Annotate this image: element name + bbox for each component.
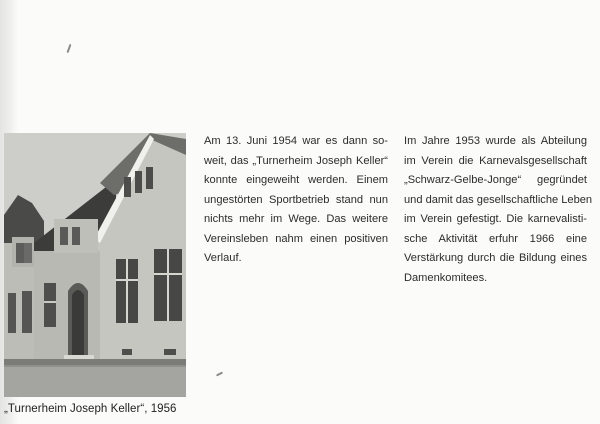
photo-path: [4, 367, 186, 397]
text-line: weit, das „Turnerheim Joseph Keller“: [204, 154, 388, 167]
entrance-door: [72, 290, 84, 363]
text-line: konnte eingeweiht werden. Einem: [204, 174, 388, 186]
text-line: im Verein die Karnevalsgesellschaft: [404, 154, 587, 167]
building-window: [124, 177, 131, 197]
building-window: [44, 301, 56, 303]
text-line: Damenkomitees.: [404, 271, 488, 284]
building-window: [72, 227, 80, 245]
building-window: [44, 283, 56, 327]
building-window: [135, 171, 142, 193]
building-window: [24, 243, 32, 263]
text-line: nichts mehr im Wege. Das weitere: [204, 213, 388, 225]
scan-speck: [67, 44, 72, 53]
text-column-left: [204, 132, 388, 269]
building-window: [16, 243, 24, 263]
window-frame: [126, 259, 128, 323]
building-window: [22, 291, 32, 333]
building-window: [146, 167, 153, 189]
text-line: Am 13. Juni 1954 war es dann so-: [204, 135, 388, 147]
building-plinth: [4, 359, 186, 365]
text-column-right: [404, 132, 593, 288]
basement-window: [122, 349, 132, 355]
building-window: [60, 227, 68, 245]
text-line: Verstärkung durch die Bildung eines: [404, 252, 587, 264]
text-line: „Schwarz-Gelbe-Jonge“ gegründet: [404, 174, 587, 186]
basement-window: [164, 349, 176, 355]
text-line: Verlauf.: [204, 252, 242, 264]
text-line: sche Aktivität erfuhr 1966 eine: [404, 232, 587, 245]
text-line: im Verein gefestigt. Die karnevalisti-: [404, 213, 587, 225]
clubhouse-photo: [4, 133, 186, 397]
window-frame: [167, 249, 169, 321]
text-line: und damit das gesellschaftliche Leben: [404, 193, 593, 206]
turnerheim-building-illustration: [4, 133, 186, 397]
text-line: Vereinsleben nahm einen positiven: [204, 232, 388, 245]
text-line: ungestörten Sportbetrieb stand nun: [204, 193, 388, 206]
building-window: [8, 293, 16, 333]
text-line: Im Jahre 1953 wurde als Abteilung: [404, 135, 587, 147]
photo-caption: „Turnerheim Joseph Keller“, 1956: [4, 403, 177, 415]
central-wall: [34, 251, 100, 363]
scan-speck: [216, 371, 223, 376]
